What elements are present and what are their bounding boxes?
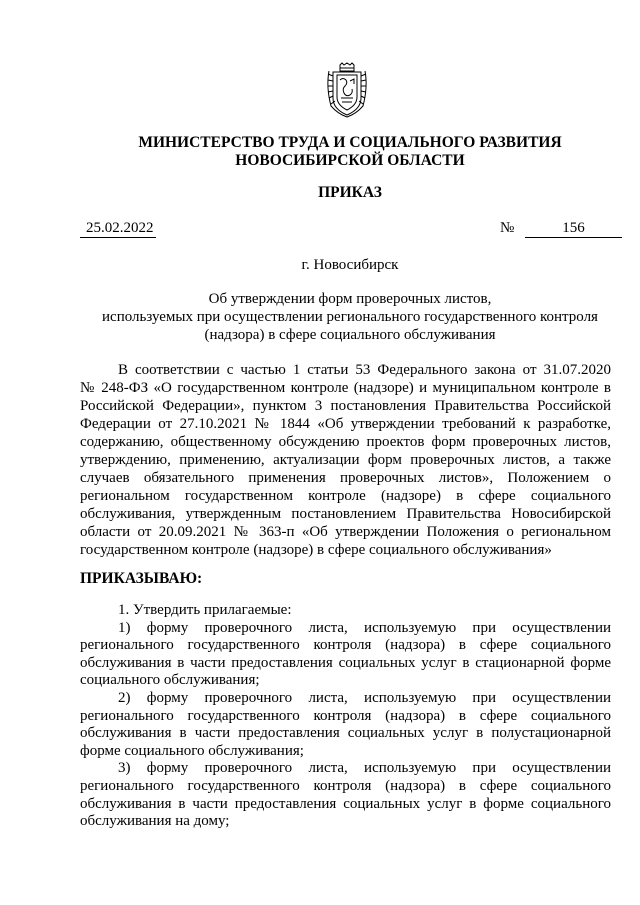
preamble-line: государственном контроле (надзоре) в сфере социального обслуживания» [80, 542, 552, 558]
preamble-paragraph [80, 361, 611, 559]
order-heading: ПРИКАЗЫВАЮ: [80, 570, 203, 587]
order-number: 156 [525, 219, 622, 238]
item-line: регионального государственного контроля (надзора) в сфере социального [80, 777, 611, 794]
item-line: форме социального обслуживания; [80, 742, 304, 759]
ministry-line-2: НОВОСИБИРСКОЙ ОБЛАСТИ [235, 152, 465, 169]
subject-line: Об утверждении форм проверочных листов, [208, 291, 492, 307]
number-sign: № [500, 220, 515, 236]
subject-line: используемых при осуществлении регионального государственного контроля [102, 309, 598, 325]
order-subject [60, 290, 640, 344]
item-line: социального обслуживания; [80, 672, 260, 689]
order-items [80, 601, 611, 830]
document-type: ПРИКАЗ [318, 184, 382, 201]
preamble-line: содержанию, общественному обсуждению проектов форм проверочных листов, [80, 434, 611, 450]
coat-of-arms-emblem [324, 62, 370, 118]
preamble-line: региональном государственном контроле (надзоре) в сфере социального [80, 488, 611, 504]
item-line: обслуживания на дому; [80, 813, 230, 830]
item-line: регионального государственного контроля (надзора) в сфере социального [80, 707, 611, 724]
item-line: 2) форму проверочного листа, используемую при осуществлении [118, 689, 611, 706]
preamble-line: случаев обязательного применения проверочных листов», Положением о [80, 470, 611, 486]
item-line: обслуживания в части предоставления социальных услуг в форме социального [80, 795, 611, 812]
item-line: 1) форму проверочного листа, используемую при осуществлении [118, 619, 611, 636]
item-line: регионального государственного контроля (надзора) в сфере социального [80, 637, 611, 654]
item-line: обслуживания в части предоставления социальных услуг в стационарной форме [80, 654, 611, 671]
item-line: обслуживания в части предоставления социальных услуг в полустационарной [80, 725, 611, 742]
preamble-line: № 248-ФЗ «О государственном контроле (надзоре) и муниципальном контроле в [80, 380, 611, 396]
preamble-line: обслуживания, утвержденным постановлением Правительства Новосибирской [80, 506, 611, 522]
item-line: 3) форму проверочного листа, используемую при осуществлении [118, 760, 611, 777]
preamble-line: В соответствии с частью 1 статьи 53 Федерального закона от 31.07.2020 [118, 362, 611, 378]
items-intro: 1. Утвердить прилагаемые: [118, 602, 292, 618]
ministry-title [60, 134, 640, 170]
preamble-line: утверждению, применению, актуализации форм проверочных листов, а также [80, 452, 611, 468]
order-date: 25.02.2022 [80, 219, 156, 238]
preamble-line: Федерации от 27.10.2021 № 1844 «Об утверждении требований к разработке, [80, 416, 611, 432]
order-date-field [80, 219, 156, 238]
city-name: г. Новосибирск [301, 257, 399, 273]
ministry-line-1: МИНИСТЕРСТВО ТРУДА И СОЦИАЛЬНОГО РАЗВИТИЯ [138, 134, 562, 151]
preamble-line: Российской Федерации», пунктом 3 постановления Правительства Российской [80, 398, 611, 414]
subject-line: (надзора) в сфере социального обслуживания [204, 327, 496, 343]
preamble-line: области от 20.09.2021 № 363-п «Об утверждении Положения о региональном [80, 524, 611, 540]
